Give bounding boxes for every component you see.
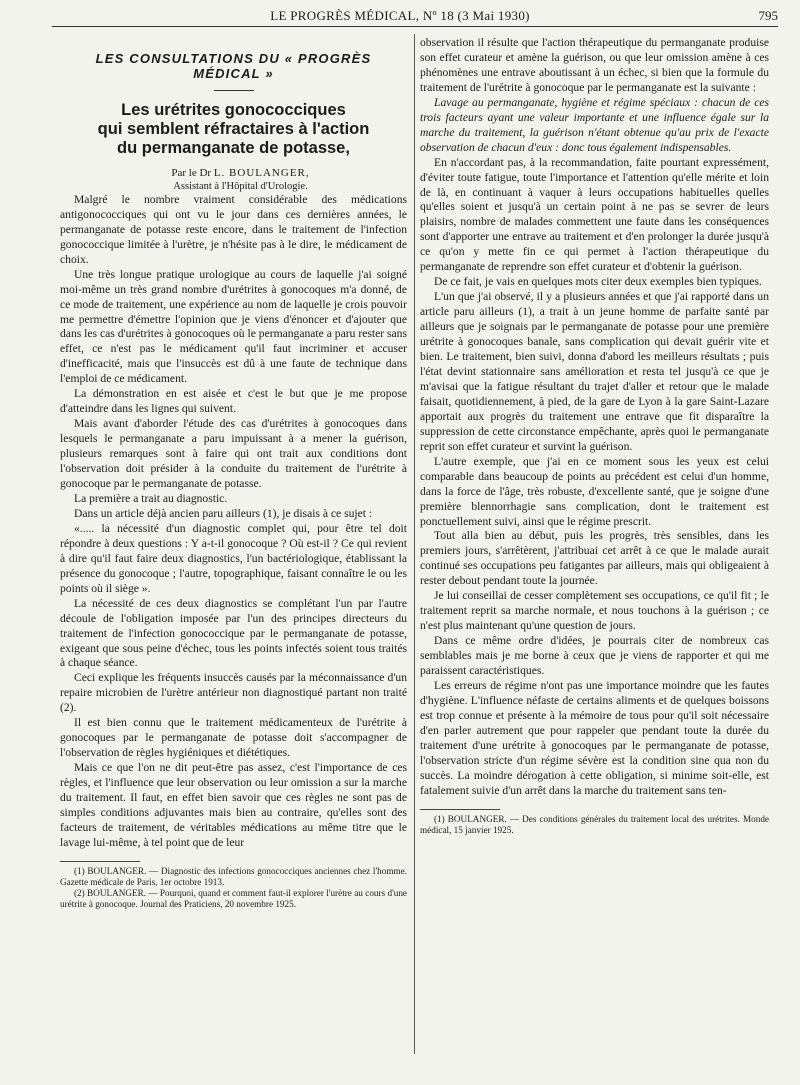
- paragraph: L'un que j'ai observé, il y a plusieurs années et que j'ai rapporté dans un article paru ailleurs (1), a trait à un jeune homme de parfaite santé par ailleurs que je soignais par le permanganate de potasse pour une première urétrite à gonocoques banale, sans complication qui devait guérir vite et bien. Le traitement, bien suivi, donna d'abord les meilleurs résultats ; puis l'état devint stationnaire sans amélioration et resta tel jusqu'à ce que je m'avisai que la fatigue résultant du trajet d'aller et retour que le malade faisait, quotidiennement, à pied, de la gare de Lyon à la gare Saint-Lazare apportait aux progrès du traitement une entrave que fit disparaître la suppression de cette circonstance empêchante, après quoi le permanganate reprit son effet curateur et survint la guérison.: [420, 290, 769, 453]
- section-heading: LES CONSULTATIONS DU « PROGRÈS MÉDICAL »: [95, 51, 372, 81]
- footnote-rule: [420, 809, 500, 810]
- column-divider: [414, 34, 415, 1054]
- paragraph: Malgré le nombre vraiment considérable des médications antigonococciques qui ont vu le jour dans ces dernières années, le permanganate de potasse reste encore, dans le traitement de l'infection gonococcique limitée à l'urètre, je n'hésite pas à le dire, le médicament de choix.: [60, 192, 407, 266]
- footnote: (2) BOULANGER. — Pourquoi, quand et comment faut-il explorer l'urètre au cours d'une urétrite à gonocoque. Journal des Praticiens, 20 novembre 1925.: [60, 887, 407, 909]
- paragraph: En n'accordant pas, à la recommandation, faite pourtant expressément, d'éviter toute fatigue, toute l'importance et l'attention qu'elle mérite et loin de là, en continuant à vaquer à leurs occupations habituelles quelles qu'elles soient et jusqu'à un certain point à ne pas se sevrer de leurs plaisirs, nombre de malades commettent une faute dans les conséquences sont d'apporter une entrave au traitement et d'en prolonger la durée jusqu'à ce qu'on y mette fin ce qui permet à l'action thérapeutique du permanganate de reprendre son effet curateur et d'obtenir la guérison.: [420, 155, 769, 274]
- paragraph: Dans un article déjà ancien paru ailleurs (1), je disais à ce sujet :: [74, 506, 373, 520]
- paragraph: Une très longue pratique urologique au cours de laquelle j'ai soigné moi-même un très grand nombre d'urétrites à gonocoques m'a donné, de ce mode de traitement, une expérience au nom de laquelle je crois pouvoir me permettre d'émettre l'opinion que je viens d'énoncer et d'ajouter que dans les cas d'urétrites à gonocoques où le permanganate a paru rester sans effet, ce n'est pas le médicament qu'il faut incriminer et accuser d'inefficacité, mais que l'insuccès est dû à une faute de technique dans l'emploi de ce médicament.: [60, 267, 407, 386]
- paragraph: La nécessité de ces deux diagnostics se complétant l'un par l'autre découle de l'obligation imposée par l'un des principes directeurs du traitement de l'infection gonococcique par le permanganate de potasse, exigeant que sous peine d'échec, tous les points infectés soient tous traités à chaque séance.: [60, 596, 407, 670]
- running-title: LE PROGRÈS MÉDICAL, Nº 18 (3 Mai 1930): [270, 8, 530, 23]
- header-rule: [52, 26, 778, 27]
- paragraph: L'autre exemple, que j'ai en ce moment sous les yeux est celui comparable dans beaucoup de points au précédent est celui d'un homme, dans la force de l'âge, très robuste, d'excellente santé, que je soigne d'une première blennorrhagie sans complication, dont le traitement est ponctuellement suivi, ainsi que le régime prescrit.: [420, 454, 769, 528]
- paragraph: Il est bien connu que le traitement médicamenteux de l'urétrite à gonocoques par le permanganate de potasse doit s'accompagner de l'observation de règles hygiéniques et diététiques.: [60, 716, 407, 760]
- paragraph: observation il résulte que l'action thérapeutique du permanganate produise son effet curateur et amène la guérison, ou que leur omission amène à ces phénomènes une entrave aboutissant à un échec, si bien que la formule du traitement de l'urétrite à gonocoque par le permanganate est la suivante :: [420, 36, 769, 94]
- article-title: [60, 101, 407, 158]
- paragraph: La première a trait au diagnostic.: [74, 491, 228, 505]
- paragraph: Tout alla bien au début, puis les progrès, très sensibles, dans les premiers jours, s'arrêtèrent, j'attribuai cet arrêt à ce que le malade aurait continué ses occupations peu fatigantes par ailleurs, mais qui obligeaient à rester debout pendant toute la journée.: [420, 529, 769, 588]
- paragraph: Mais avant d'aborder l'étude des cas d'urétrites à gonocoques dans lesquels le permanganate a paru impuissant à a mener la guérison, plusieurs remarques sont à faire qui ont trait aux conditions dont l'observation doit présider à la conduite du traitement de l'urétrite à gonocoque par le permanganate de potasse.: [60, 417, 407, 491]
- title-line: qui semblent réfractaires à l'action: [97, 119, 370, 138]
- paragraph: Mais ce que l'on ne dit peut-être pas assez, c'est l'importance de ces règles, et l'influence que leur observation ou leur omission a sur la marche du traitement. Il faut, en effet bien savoir que ces règles ne sont pas de simples conditions adjuvantes mais bien au contraire, qu'elles sont des facteurs de traitement, de véritables médications au même titre que le lavage lui-même, à tel point que de leur: [60, 761, 407, 849]
- footnote-rule: [60, 861, 140, 862]
- footnote: (1) BOULANGER. — Diagnostic des infections gonococciques anciennes chez l'homme. Gazette médicale de Paris, 1er octobre 1913.: [60, 865, 407, 887]
- paragraph: Les erreurs de régime n'ont pas une importance moindre que les fautes d'hygiène. L'influence néfaste de certains aliments et de quelques boissons est trop connue et présente à la mémoire de tous pour qu'il soit nécessaire d'en parler autrement que pour rappeler que pendant toute la durée du traitement d'une urétrite à gonocoques par le permanganate de potasse, l'observation stricte d'un régime sévère est la condition sine qua non du succès. La moindre dérogation à cette obligation, si minime soit-elle, est fatalement suivie d'un arrêt dans la marche du traitement sans ten-: [420, 678, 769, 797]
- title-rule: [214, 90, 254, 91]
- right-column: [420, 36, 769, 836]
- byline: [60, 166, 407, 180]
- paragraph: La démonstration en est aisée et c'est le but que je me propose d'atteindre dans les lignes qui suivent.: [60, 387, 407, 416]
- byline-prefix: Par le Dr: [171, 166, 212, 179]
- treatment-formula: Lavage au permanganate, hygiène et régime spéciaux : chacun de ces trois facteurs ayant une valeur importante et une influence égale sur la marche du traitement, la guérison n'étant obtenue qu'au prix de l'exacte observation de chacun d'eux : donc tous également indispensables.: [420, 95, 769, 154]
- left-column: [60, 36, 407, 910]
- title-line: du permanganate de potasse,: [117, 138, 350, 157]
- paragraph: De ce fait, je vais en quelques mots citer deux exemples bien typiques.: [434, 275, 762, 289]
- page-number: 795: [758, 8, 778, 23]
- footnote: (1) BOULANGER. — Des conditions générales du traitement local des urétrites. Monde médical, 15 janvier 1925.: [420, 813, 769, 835]
- running-head: [0, 4, 800, 26]
- paragraph: Dans ce même ordre d'idées, je pourrais citer de nombreux cas semblables mais je me borne à ceux que je viens de rapporter et qui me paraissent caractéristiques.: [420, 634, 769, 678]
- quotation-paragraph: «..... la nécessité d'un diagnostic complet qui, pour être tel doit répondre à deux questions : Y a-t-il gonocoque ? Où est-il ? Ce qui revient à dire qu'il faut faire deux diagnostics, l'un bactériologique, établissant la présence du gonocoque ; l'autre, topographique, faisant connaître le ou les points où il siège ».: [60, 521, 407, 595]
- paragraph: Je lui conseillai de cesser complètement ses occupations, ce qu'il fit ; le traitement reprit sa marche normale, et nous touchons à la guérison ; ce n'est plus maintenant qu'une question de jours.: [420, 589, 769, 633]
- author-affiliation: Assistant à l'Hôpital d'Urologie.: [173, 180, 308, 192]
- paragraph: Ceci explique les fréquents insuccès causés par la méconnaissance d'un repaire microbien de l'urètre antérieur non diagnostiqué partant non traité (2).: [60, 671, 407, 715]
- title-line: Les urétrites gonococciques: [121, 100, 346, 119]
- author-name: L. BOULANGER,: [213, 166, 310, 179]
